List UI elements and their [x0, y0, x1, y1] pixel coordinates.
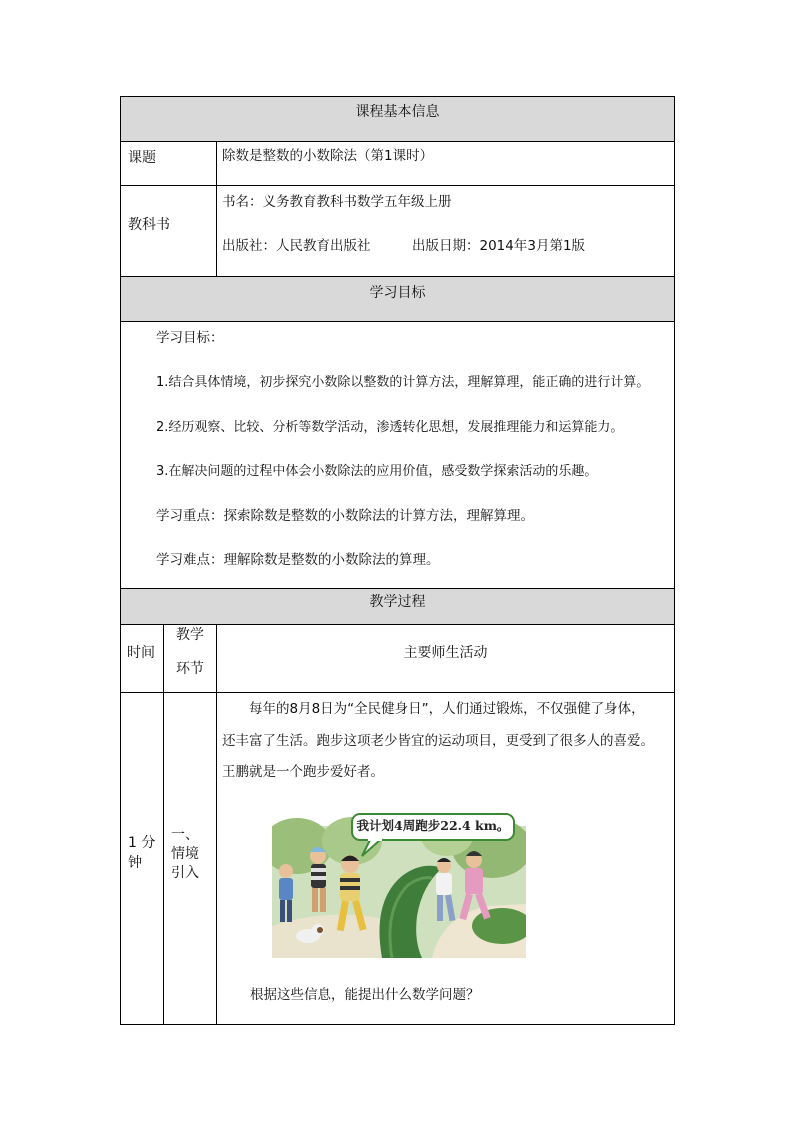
topic-value: 除数是整数的小数除法（第1课时） — [222, 148, 434, 164]
time-value-line1: 1 分 — [128, 835, 156, 851]
question-text: 根据这些信息，能提出什么数学问题？ — [250, 987, 480, 1003]
speech-bubble-text: 我计划4周跑步22.4 km。 — [356, 818, 510, 833]
process-header: 教学过程 — [369, 594, 426, 610]
topic-label: 课题 — [128, 150, 156, 166]
book-name: 书名：义务教育教科书数学五年级上册 — [222, 194, 452, 210]
objectives-header: 学习目标 — [369, 285, 426, 301]
step-value-line1: 一、 — [171, 827, 199, 843]
difficulty: 学习难点：理解除数是整数的小数除法的算理。 — [156, 552, 440, 568]
intro-paragraph-line1: 每年的8月8日为“全民健身日”，人们通过锻炼，不仅强健了身体， — [249, 701, 645, 717]
key-point: 学习重点：探索除数是整数的小数除法的计算方法，理解算理。 — [156, 508, 534, 524]
intro-paragraph-line2: 还丰富了生活。跑步这项老少皆宜的运动项目，更受到了很多人的喜爱。 — [222, 733, 654, 749]
time-value-line2: 钟 — [128, 855, 142, 871]
course-info-header: 课程基本信息 — [355, 104, 440, 120]
step-value-line2: 情境 — [171, 846, 199, 862]
col-time: 时间 — [127, 645, 155, 661]
running-scene-illustration — [272, 806, 526, 958]
textbook-label: 教科书 — [128, 217, 170, 233]
objective-item-1: 1.结合具体情境，初步探究小数除以整数的计算方法，理解算理，能正确的进行计算。 — [156, 375, 650, 390]
step-value-line3: 引入 — [171, 865, 199, 881]
objective-item-2: 2.经历观察、比较、分析等数学活动，渗透转化思想，发展推理能力和运算能力。 — [156, 420, 624, 435]
col-step-line2: 环节 — [176, 661, 204, 677]
col-activity: 主要师生活动 — [403, 645, 488, 661]
col-step-line1: 教学 — [176, 627, 204, 643]
publish-date: 出版日期：2014年3月第1版 — [412, 238, 586, 254]
publisher: 出版社：人民教育出版社 — [222, 238, 371, 254]
objective-item-3: 3.在解决问题的过程中体会小数除法的应用价值，感受数学探索活动的乐趣。 — [156, 464, 598, 479]
objectives-intro: 学习目标： — [156, 330, 224, 346]
intro-paragraph-line3: 王鹏就是一个跑步爱好者。 — [222, 764, 384, 780]
